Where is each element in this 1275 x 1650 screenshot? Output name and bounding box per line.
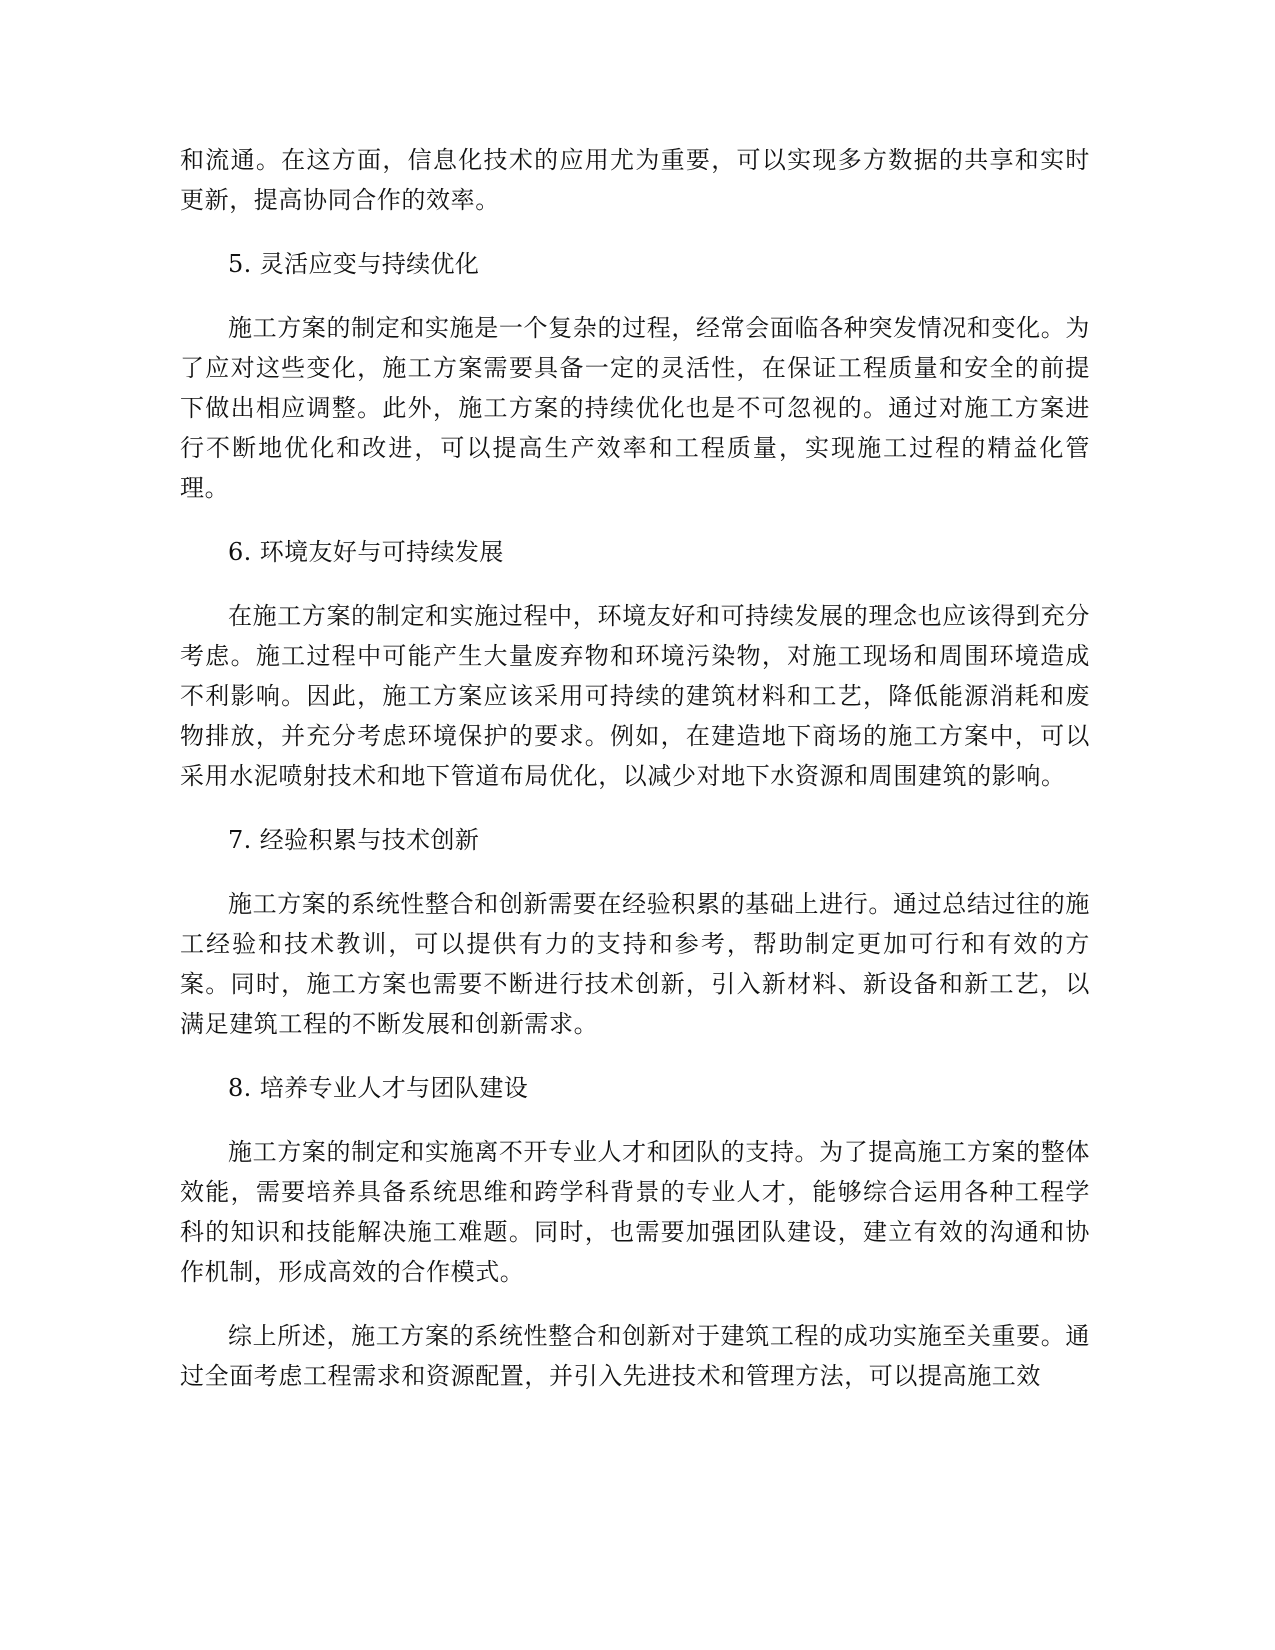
paragraph-section-5: 施工方案的制定和实施是一个复杂的过程，经常会面临各种突发情况和变化。为了应对这些变化，施工方案需要具备一定的灵活性，在保证工程质量和安全的前提下做出相应调整。此外，施工方案的持续优化也是不可忽视的。通过对施工方案进行不断地优化和改进，可以提高生产效率和工程质量，实现施工过程的精益化管理。	[180, 314, 1090, 502]
section-heading-5: 5. 灵活应变与持续优化	[228, 250, 480, 278]
section-heading-6: 6. 环境友好与可持续发展	[228, 538, 504, 566]
section-heading-7: 7. 经验积累与技术创新	[228, 826, 480, 854]
paragraph-section-8: 施工方案的制定和实施离不开专业人才和团队的支持。为了提高施工方案的整体效能，需要培养具备系统思维和跨学科背景的专业人才，能够综合运用各种工程学科的知识和技能解决施工难题。同时，也需要加强团队建设，建立有效的沟通和协作机制，形成高效的合作模式。	[180, 1138, 1090, 1286]
paragraph-continuation: 和流通。在这方面，信息化技术的应用尤为重要，可以实现多方数据的共享和实时更新，提高协同合作的效率。	[180, 146, 1090, 214]
paragraph-section-6: 在施工方案的制定和实施过程中，环境友好和可持续发展的理念也应该得到充分考虑。施工过程中可能产生大量废弃物和环境污染物，对施工现场和周围环境造成不利影响。因此，施工方案应该采用可持续的建筑材料和工艺，降低能源消耗和废物排放，并充分考虑环境保护的要求。例如，在建造地下商场的施工方案中，可以采用水泥喷射技术和地下管道布局优化，以减少对地下水资源和周围建筑的影响。	[180, 602, 1090, 790]
paragraph-conclusion: 综上所述，施工方案的系统性整合和创新对于建筑工程的成功实施至关重要。通过全面考虑工程需求和资源配置，并引入先进技术和管理方法，可以提高施工效	[180, 1322, 1090, 1390]
section-heading-8: 8. 培养专业人才与团队建设	[228, 1074, 529, 1102]
paragraph-section-7: 施工方案的系统性整合和创新需要在经验积累的基础上进行。通过总结过往的施工经验和技术教训，可以提供有力的支持和参考，帮助制定更加可行和有效的方案。同时，施工方案也需要不断进行技术创新，引入新材料、新设备和新工艺，以满足建筑工程的不断发展和创新需求。	[180, 890, 1090, 1038]
document-page	[180, 140, 1090, 1420]
